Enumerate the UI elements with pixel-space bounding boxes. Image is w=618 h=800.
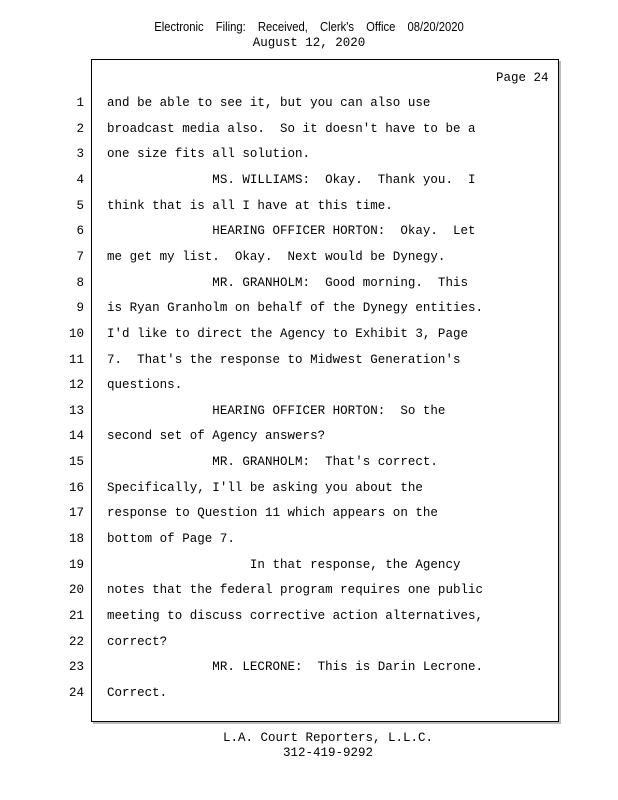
line-text: notes that the federal program requires one public xyxy=(107,583,484,597)
line-number: 15 xyxy=(68,455,84,469)
line-number: 12 xyxy=(68,378,84,392)
line-text: HEARING OFFICER HORTON: Okay. Let xyxy=(107,224,476,238)
line-number: 11 xyxy=(68,353,84,367)
line-text: bottom of Page 7. xyxy=(107,532,235,546)
line-text: me get my list. Okay. Next would be Dynegy. xyxy=(107,250,446,264)
line-number: 6 xyxy=(76,224,84,238)
line-text: Correct. xyxy=(107,686,168,700)
page-number: Page 24 xyxy=(496,71,549,85)
court-reporter-name: L.A. Court Reporters, L.L.C. xyxy=(222,731,434,745)
line-text: MR. GRANHOLM: Good morning. This xyxy=(107,276,469,290)
line-text: HEARING OFFICER HORTON: So the xyxy=(107,404,446,418)
line-number: 7 xyxy=(76,250,84,264)
line-number: 16 xyxy=(68,481,84,495)
line-text: MS. WILLIAMS: Okay. Thank you. I xyxy=(107,173,476,187)
court-reporter-phone: 312-419-9292 xyxy=(282,746,373,760)
line-number: 20 xyxy=(68,583,84,597)
line-text: broadcast media also. So it doesn't have to be a xyxy=(107,122,476,136)
line-number: 24 xyxy=(68,686,84,700)
line-text: think that is all I have at this time. xyxy=(107,199,393,213)
line-text: MR. GRANHOLM: That's correct. xyxy=(107,455,438,469)
line-number: 10 xyxy=(68,327,84,341)
line-text: response to Question 11 which appears on the xyxy=(107,506,438,520)
line-number: 8 xyxy=(76,276,84,290)
line-text: meeting to discuss corrective action alternatives, xyxy=(107,609,484,623)
line-text: is Ryan Granholm on behalf of the Dynegy entities. xyxy=(107,301,484,315)
line-number: 18 xyxy=(68,532,84,546)
line-text: I'd like to direct the Agency to Exhibit 3, Page xyxy=(107,327,469,341)
line-number: 3 xyxy=(76,147,84,161)
line-number: 17 xyxy=(68,506,84,520)
line-text: In that response, the Agency xyxy=(107,558,461,572)
line-number: 2 xyxy=(76,122,84,136)
transcript-date: August 12, 2020 xyxy=(252,36,366,50)
line-number: 1 xyxy=(76,96,84,110)
line-number: 13 xyxy=(68,404,84,418)
line-number: 23 xyxy=(68,660,84,674)
line-text: questions. xyxy=(107,378,183,392)
line-number: 21 xyxy=(68,609,84,623)
line-text: Specifically, I'll be asking you about the xyxy=(107,481,423,495)
line-text: correct? xyxy=(107,635,168,649)
line-number: 22 xyxy=(68,635,84,649)
line-number: 4 xyxy=(76,173,84,187)
filing-stamp: Electronic Filing: Received, Clerk's Office 08/20/2020 xyxy=(154,20,464,34)
line-text: 7. That's the response to Midwest Generation's xyxy=(107,353,461,367)
line-number: 5 xyxy=(76,199,84,213)
line-text: one size fits all solution. xyxy=(107,147,311,161)
line-number: 9 xyxy=(76,301,84,315)
line-number: 19 xyxy=(68,558,84,572)
line-text: MR. LECRONE: This is Darin Lecrone. xyxy=(107,660,484,674)
line-number: 14 xyxy=(68,429,84,443)
line-text: second set of Agency answers? xyxy=(107,429,326,443)
line-text: and be able to see it, but you can also use xyxy=(107,96,431,110)
